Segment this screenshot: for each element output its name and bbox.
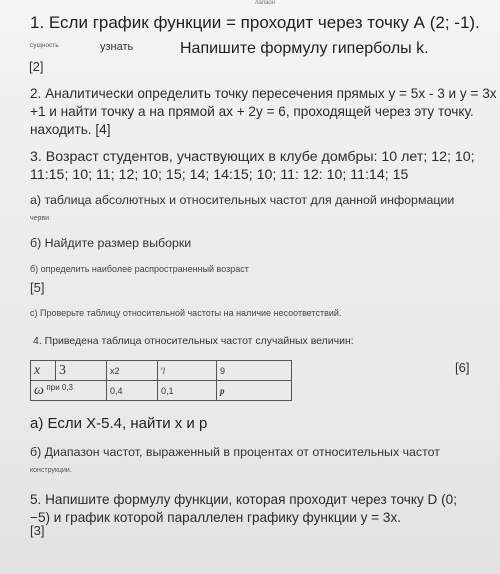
top-mark: лапаон <box>255 0 276 6</box>
q1-note-left: сущность <box>30 42 59 49</box>
q3-c-text: б) определить наиболее распространенный возраст <box>30 264 249 274</box>
table-cell: p <box>217 381 292 401</box>
q2-line1: 2. Аналитически определить точку пересечения прямых у = 5х - 3 и у = 3х <box>30 86 497 101</box>
q5-line2: −5) и график которой параллелен графику функции у = 3х. <box>30 510 402 525</box>
q1-mark: [2] <box>29 59 44 74</box>
relative-frequency-table <box>30 360 292 401</box>
table-row <box>31 381 292 401</box>
q1-note-mid: узнать <box>100 41 134 53</box>
q4-title: 4. Приведена таблица относительных частот случайных величин: <box>33 335 354 347</box>
q4-a-text: а) Если Х-5.4, найти х и р <box>30 415 208 432</box>
table-row <box>31 361 292 381</box>
q5-line1: 5. Напишите формулу функции, которая проходит через точку D (0; <box>30 492 458 507</box>
q1-task: Напишите формулу гиперболы k. <box>180 40 429 57</box>
q4-mark: [6] <box>455 360 470 375</box>
q5-mark: [3] <box>30 523 45 538</box>
q1-text: 1. Если график функции = проходит через точку А (2; -1). <box>30 13 480 32</box>
table-cell: x2 <box>107 361 158 381</box>
table-cell: ′/ <box>158 361 217 381</box>
table-cell: 0,1 <box>158 381 217 401</box>
q3-d-text: с) Проверьте таблицу относительной частоты на наличие несоответствий. <box>30 308 342 318</box>
omega-symbol: ω <box>34 382 44 398</box>
table-cell: 0,4 <box>107 381 158 401</box>
q2-line2: +1 и найти точку а на прямой ах + 2у = 6, проходящей через эту точку. <box>30 104 474 119</box>
table-cell: x <box>31 361 56 381</box>
q3-mark: [5] <box>30 280 45 295</box>
q3-b-text: б) Найдите размер выборки <box>30 236 192 250</box>
q4-b-text: б) Диапазон частот, выраженный в процентах от относительных частот <box>30 445 440 459</box>
q3-line1: 3. Возраст студентов, участвующих в клубе домбры: 10 лет; 12; 10; <box>30 149 475 165</box>
omega-value: при 0,3 <box>46 382 73 392</box>
q2-line3: находить. [4] <box>30 122 111 137</box>
table-cell: 9 <box>217 361 292 381</box>
q3-a-text: а) таблица абсолютных и относительных частот для данной информации <box>30 193 455 207</box>
table-cell: 3 <box>56 361 107 381</box>
q3-a-note: черви <box>30 215 50 222</box>
q3-line2: 11:15; 10; 11; 12; 10; 15; 14; 14:15; 10; 11: 12: 10; 11:14; 15 <box>30 167 409 183</box>
q4-b-note: конструкции. <box>30 467 72 474</box>
table-cell <box>31 381 107 401</box>
